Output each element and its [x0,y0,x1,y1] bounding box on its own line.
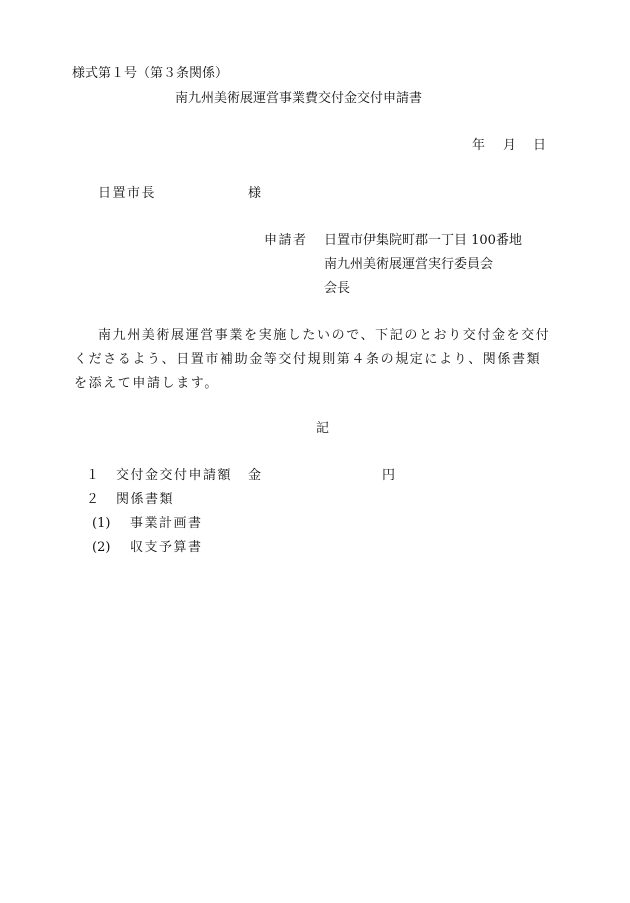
sub-item-1-label: 事業計画書 [130,516,203,531]
item-2-label: 関係書類 [116,492,175,507]
body-line-1: 南九州美術展運営事業を実施したいので、下記のとおり交付金を交付 [98,328,551,343]
applicant-address: 日置市伊集院町郡一丁目 100番地 [324,233,522,248]
date-year-label: 年 [472,138,486,153]
sub-item-1-number: (1) [92,516,111,531]
item-2-number: ２ [86,492,100,507]
applicant-position: 会長 [324,281,351,296]
item-1-prefix: 金 [248,468,262,483]
applicant-organization: 南九州美術展運営実行委員会 [324,257,494,272]
addressee-name: 日置市長 [98,186,157,201]
item-1-label: 交付金交付申請額 [116,468,233,483]
body-line-3: を添えて申請します。 [74,376,219,391]
date-month-label: 月 [503,138,517,153]
form-number: 様式第１号（第３条関係） [72,66,229,81]
item-1-unit: 円 [382,468,396,483]
ki-heading: 記 [316,421,330,436]
sub-item-2-number: (2) [92,540,111,555]
date-day-label: 日 [533,138,547,153]
applicant-label: 申請者 [264,233,308,248]
document-title: 南九州美術展運営事業費交付金交付申請書 [175,91,423,106]
body-line-2: くださるよう、日置市補助金等交付規則第４条の規定により、関係書類 [74,352,542,367]
item-1-number: １ [86,468,100,483]
sub-item-2-label: 収支予算書 [130,540,203,555]
addressee-honorific: 様 [248,186,262,201]
